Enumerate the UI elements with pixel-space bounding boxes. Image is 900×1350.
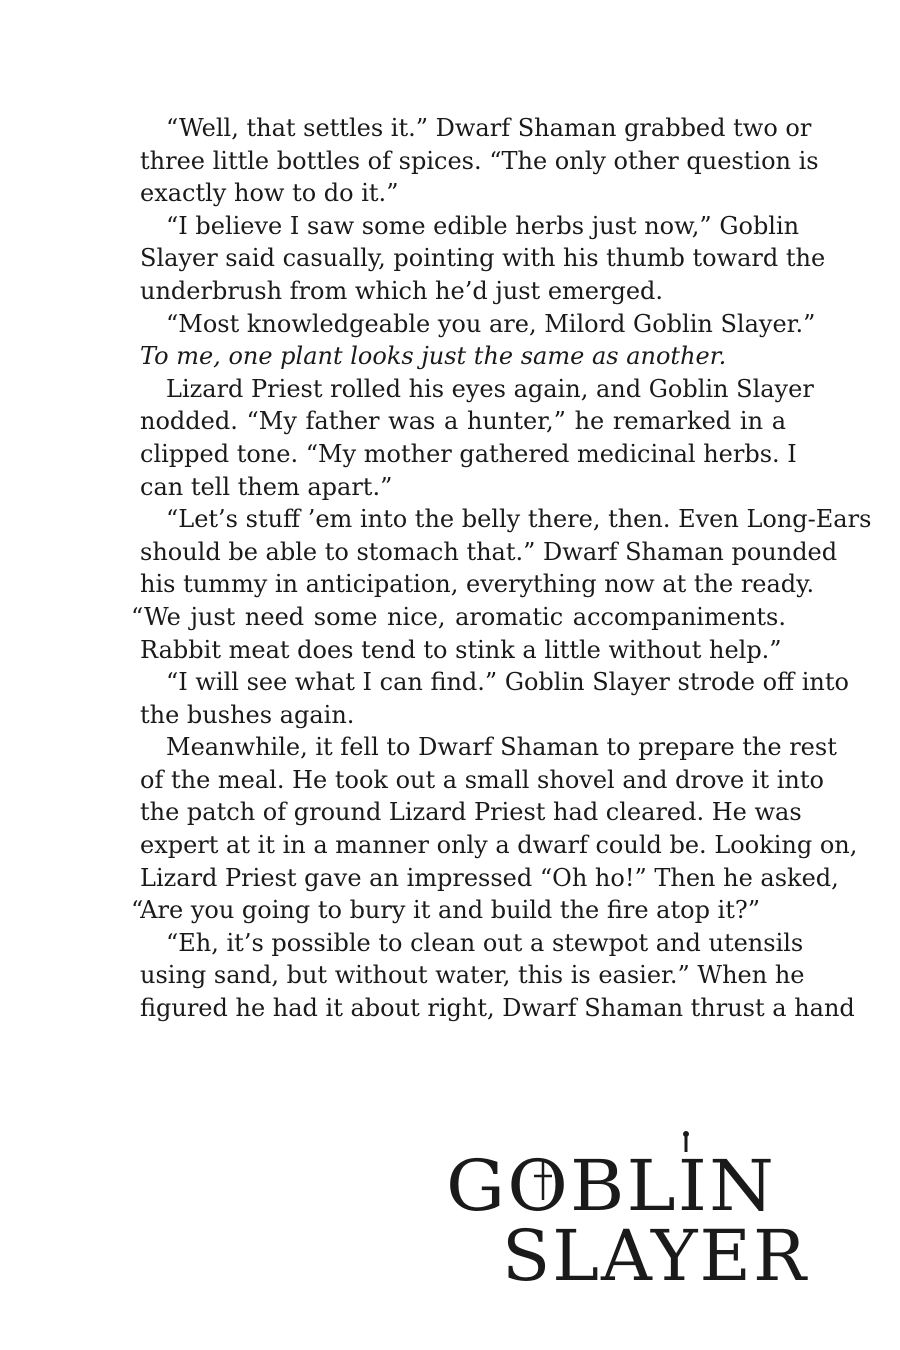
text-line: using sand, but without water, this is easier.” When he: [140, 961, 805, 990]
text-line: “Let’s stuff ’em into the belly there, then. Even Long-Ears: [166, 505, 872, 534]
text-line: Lizard Priest rolled his eyes again, and Goblin Slayer: [166, 374, 814, 403]
text-line: “I will see what I can find.” Goblin Slayer strode off into: [166, 668, 849, 697]
text-line: “Well, that settles it.” Dwarf Shaman grabbed two or: [166, 114, 812, 142]
text-line: his tummy in anticipation, everything now at the ready.: [140, 570, 815, 599]
text-line: figured he had it about right, Dwarf Shaman thrust a hand: [140, 994, 855, 1023]
text-line: the patch of ground Lizard Priest had cleared. He was: [140, 798, 802, 827]
text-line: “Eh, it’s possible to clean out a stewpot and utensils: [166, 928, 804, 957]
text-line: “Are you going to bury it and build the fire atop it?”: [131, 896, 761, 925]
text-line: three little bottles of spices. “The only other question is: [140, 146, 819, 175]
text-line: “I believe I saw some edible herbs just now,” Goblin: [166, 211, 800, 240]
text-line: can tell them apart.”: [140, 472, 393, 501]
goblin-slayer-logo: [440, 1130, 820, 1290]
text-line: expert at it in a manner only a dwarf could be. Looking on,: [140, 831, 858, 860]
text-line: “Most knowledgeable you are, Milord Goblin Slayer.”: [166, 309, 816, 338]
text-line: Meanwhile, it fell to Dwarf Shaman to prepare the rest: [166, 733, 837, 762]
text-line: underbrush from which he’d just emerged.: [140, 276, 664, 305]
logo-line-2: SLAYER: [502, 1215, 809, 1290]
logo-line-1: GOBLIN: [446, 1145, 776, 1227]
text-line: Slayer said casually, pointing with his thumb toward the: [140, 244, 826, 273]
text-line: To me, one plant looks just the same as another.: [140, 342, 727, 371]
text-line: “We just need some nice, aromatic accompaniments.: [131, 602, 786, 631]
text-line: Lizard Priest gave an impressed “Oh ho!” Then he asked,: [140, 863, 839, 892]
text-line: clipped tone. “My mother gathered medicinal herbs. I: [140, 439, 797, 468]
text-line: Rabbit meat does tend to stink a little without help.”: [140, 635, 782, 664]
page-body: [131, 112, 872, 1025]
text-line: should be able to stomach that.” Dwarf Shaman pounded: [140, 537, 838, 566]
text-line: exactly how to do it.”: [140, 179, 399, 208]
text-line: of the meal. He took out a small shovel and drove it into: [140, 765, 824, 794]
text-line: the bushes again.: [140, 700, 355, 729]
text-line: nodded. “My father was a hunter,” he remarked in a: [140, 407, 786, 436]
